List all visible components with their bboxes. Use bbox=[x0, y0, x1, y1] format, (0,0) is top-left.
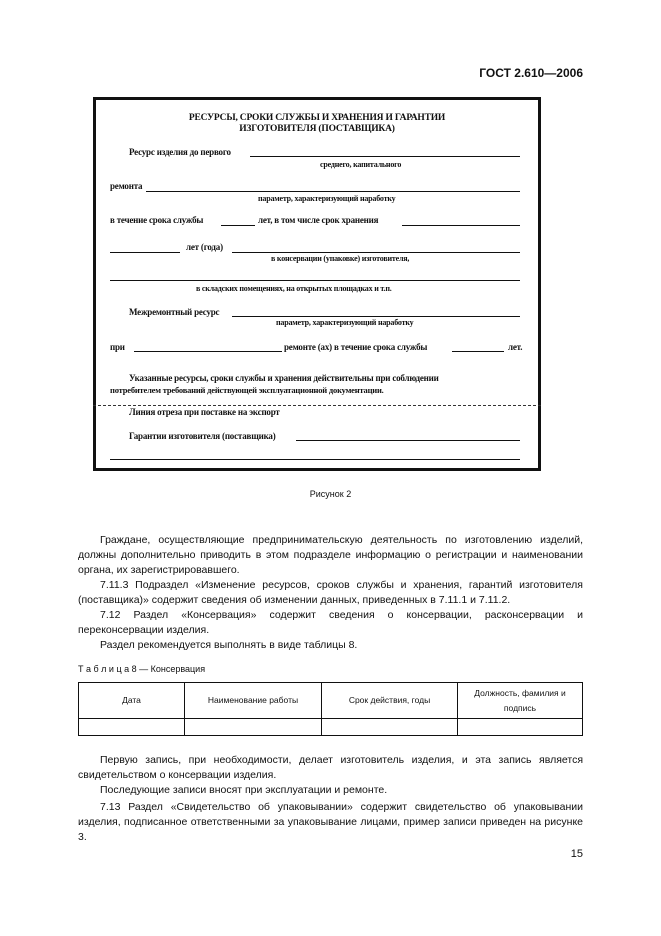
conservation-table bbox=[78, 682, 583, 736]
figure-caption: Рисунок 2 bbox=[309, 489, 352, 499]
paragraph: 7.13 Раздел «Свидетельство об упаковывании» содержит свидетельство об упаковывании изделия, подписанное ответственными за упаковывание лицами, пример записи приведен на рисунке 3. bbox=[78, 801, 583, 843]
cut-line-label: Линия отреза при поставке на экспорт bbox=[129, 407, 280, 417]
title-line-2: ИЗГОТОВИТЕЛЯ (ПОСТАВЩИКА) bbox=[239, 124, 395, 134]
form-line: лет. bbox=[508, 342, 523, 352]
paragraph: Последующие записи вносят при эксплуатации и ремонте. bbox=[100, 784, 388, 796]
table-header-row bbox=[79, 683, 583, 719]
form-hint: в консервации (упаковке) изготовителя, bbox=[271, 254, 410, 263]
form-note: потребителем требований действующей эксплуатационной документации. bbox=[110, 385, 384, 395]
form-line: Межремонтный ресурс bbox=[129, 307, 220, 317]
table-caption: Т а б л и ц а 8 — Консервация bbox=[78, 664, 206, 674]
form-line: лет (года) bbox=[186, 242, 223, 252]
form-hint: параметр, характеризующий наработку bbox=[258, 194, 396, 203]
paragraph: 7.12 Раздел «Консервация» содержит сведения о консервации, расконсервации и переконсервации изделия. bbox=[78, 609, 583, 636]
form-line: Ресурс изделия до первого bbox=[129, 147, 231, 157]
form-note: Указанные ресурсы, сроки службы и хранения действительны при соблюдении bbox=[129, 373, 439, 383]
form-line: ремонта bbox=[110, 181, 143, 191]
paragraph: 7.11.3 Подраздел «Изменение ресурсов, сроков службы и хранения, гарантий изготовителя (поставщика)» содержит сведения об изменении данных, приведенных в 7.11.1 и 7.11.2. bbox=[78, 579, 583, 606]
column-header: Должность, фамилия и подпись bbox=[458, 683, 583, 719]
form-figure bbox=[93, 97, 541, 471]
table-row bbox=[79, 719, 583, 736]
form-hint: в складских помещениях, на открытых площадках и т.п. bbox=[196, 284, 392, 293]
paragraph: Граждане, осуществляющие предпринимательскую деятельность по изготовлению изделий, должны дополнительно приводить в этом подразделе информацию о регистрации и наименовании органа, их зарегистрировавшего. bbox=[78, 534, 583, 576]
column-header: Наименование работы bbox=[185, 683, 322, 719]
form-line: при bbox=[110, 342, 125, 352]
form-line: Гарантии изготовителя (поставщика) bbox=[129, 431, 276, 441]
paragraph: Первую запись, при необходимости, делает изготовитель изделия, и эта запись является свидетельством о консервации изделия. bbox=[78, 754, 583, 781]
column-header: Срок действия, годы bbox=[322, 683, 458, 719]
page-number: 15 bbox=[570, 848, 583, 860]
form-hint: параметр, характеризующий наработку bbox=[276, 318, 414, 327]
form-line: лет, в том числе срок хранения bbox=[258, 215, 379, 225]
paragraph: Раздел рекомендуется выполнять в виде таблицы 8. bbox=[100, 639, 358, 651]
form-hint: среднего, капитального bbox=[320, 160, 402, 169]
standard-header: ГОСТ 2.610—2006 bbox=[479, 66, 583, 80]
title-line-1: РЕСУРСЫ, СРОКИ СЛУЖБЫ И ХРАНЕНИЯ И ГАРАНТИИ bbox=[188, 113, 446, 123]
form-line: в течение срока службы bbox=[110, 215, 204, 225]
cut-line bbox=[93, 405, 541, 406]
column-header: Дата bbox=[79, 683, 185, 719]
form-title bbox=[96, 113, 538, 135]
form-line: ремонте (ах) в течение срока службы bbox=[284, 342, 428, 352]
